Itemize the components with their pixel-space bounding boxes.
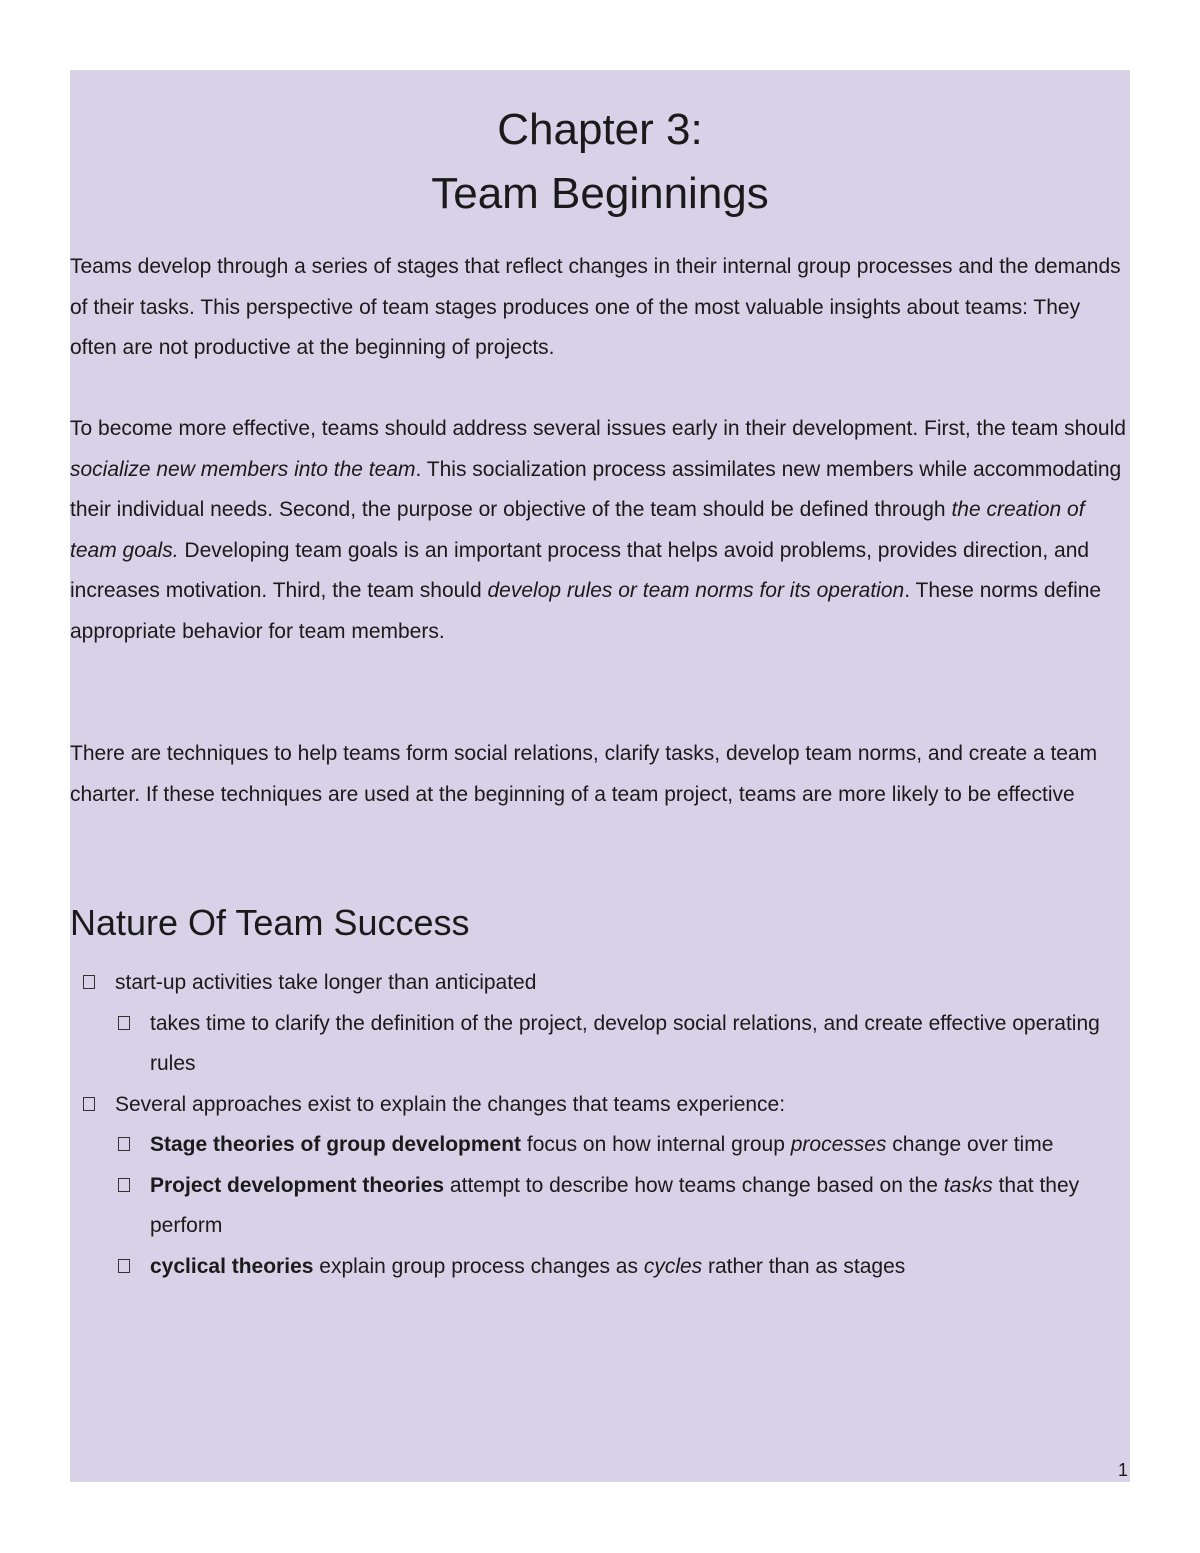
intro-paragraph: Teams develop through a series of stages that reflect changes in their internal group processes and the demands of their tasks. This perspective of team stages produces one of the most valuable insights about teams: They often are not productive at the beginning of projects.	[70, 255, 1121, 359]
list-item-term: cyclical theories	[150, 1254, 314, 1278]
list-item	[70, 1125, 1130, 1166]
issues-paragraph	[70, 409, 1130, 652]
list-item-emphasis: cycles	[643, 1254, 703, 1278]
issues-emphasis-norms: develop rules or team norms for its operation	[487, 579, 905, 602]
list-item-term: Stage theories of group development	[150, 1133, 522, 1156]
list-item	[70, 963, 1130, 1004]
list-item-text: start-up activities take longer than anticipated	[115, 971, 537, 994]
bullet-list	[70, 963, 1130, 1287]
list-item-text: change over time	[886, 1133, 1054, 1156]
issues-text-4: . These norms define appropriate behavior for team members.	[70, 579, 1102, 643]
list-item-text: that they perform	[150, 1173, 1080, 1237]
section-heading: Nature Of Team Success	[70, 902, 470, 943]
list-item-text: focus on how internal group	[521, 1133, 791, 1156]
chapter-title: Team Beginnings	[431, 169, 769, 218]
list-item-emphasis: processes	[790, 1133, 887, 1156]
page-number: 1	[1117, 1460, 1128, 1480]
list-item	[70, 1166, 1130, 1247]
page-panel	[70, 70, 1130, 1482]
techniques-paragraph: There are techniques to help teams form social relations, clarify tasks, develop team norms, and create a team charter. If these techniques are used at the beginning of a team project, teams are more likely to be effective	[70, 742, 1098, 806]
checkbox-bullet-icon	[83, 1097, 95, 1111]
issues-text-1: To become more effective, teams should address several issues early in their development. First, the team should	[70, 417, 1126, 440]
list-item-text: rather than as stages	[702, 1254, 906, 1278]
list-item-term: Project development theories	[150, 1173, 445, 1197]
list-item	[70, 1004, 1130, 1085]
checkbox-bullet-icon	[118, 1259, 130, 1273]
list-item-text: Several approaches exist to explain the changes that teams experience:	[115, 1092, 786, 1116]
list-item-emphasis: tasks	[943, 1173, 993, 1197]
list-item-text: explain group process changes as	[313, 1254, 644, 1278]
list-item	[70, 1247, 1130, 1288]
issues-text-3: Developing team goals is an important process that helps avoid problems, provides direction, and increases motivation. Third, the team should	[70, 538, 1090, 602]
checkbox-bullet-icon	[118, 1137, 130, 1151]
list-item	[70, 1085, 1130, 1126]
list-item-text: attempt to describe how teams change based on the	[444, 1173, 944, 1197]
chapter-number: Chapter 3:	[497, 105, 703, 154]
checkbox-bullet-icon	[83, 975, 95, 989]
checkbox-bullet-icon	[118, 1016, 130, 1030]
issues-emphasis-socialize: socialize new members into the team	[70, 457, 416, 481]
list-item-text: takes time to clarify the definition of the project, develop social relations, and create effective operating rules	[150, 1011, 1100, 1075]
issues-text-2: . This socialization process assimilates new members while accommodating their individual needs. Second, the purpose or objective of the team should be defined through	[70, 457, 1122, 521]
checkbox-bullet-icon	[118, 1178, 130, 1192]
issues-emphasis-goals: the creation of team goals.	[70, 498, 1085, 562]
